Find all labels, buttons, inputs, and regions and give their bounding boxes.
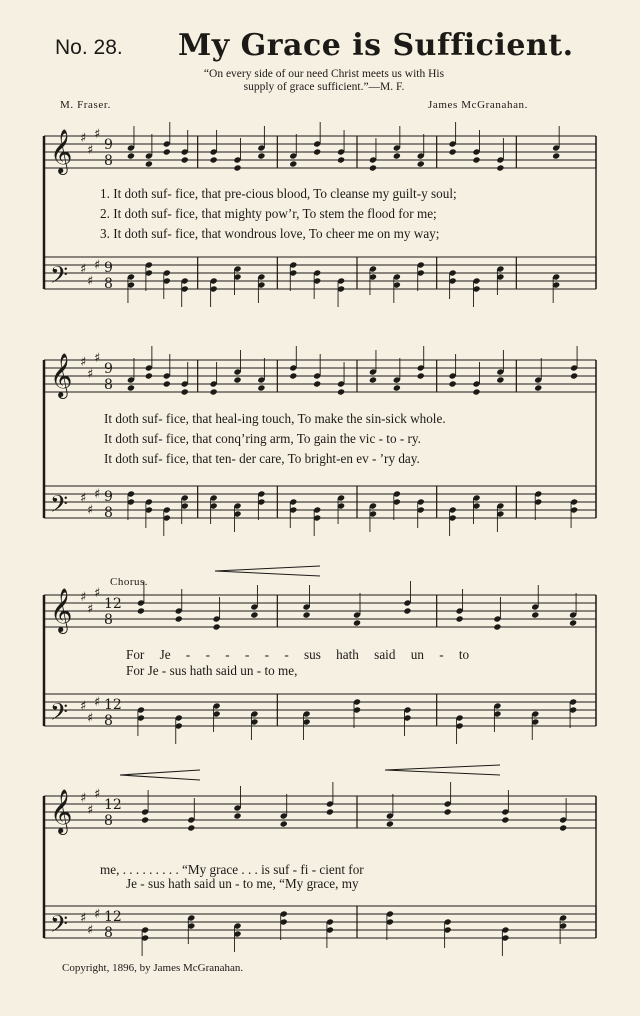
sharp-icon: ♯	[94, 351, 101, 366]
time-signature-bottom: 8	[104, 153, 113, 169]
bass-clef-icon: 𝄢	[50, 910, 69, 943]
crescendo-hairpin	[385, 770, 500, 775]
note-head	[175, 615, 183, 622]
note-head	[449, 148, 457, 155]
treble-clef-icon: 𝄞	[50, 129, 73, 173]
treble-clef-icon: 𝄞	[50, 353, 73, 397]
crescendo-hairpin	[120, 775, 200, 780]
note-head	[313, 148, 321, 155]
time-signature-bottom: 8	[104, 377, 113, 393]
verse2-line1: 2. It doth suf- fice, that mighty pow’r, To stem the flood for me;	[100, 206, 437, 221]
note-head	[163, 148, 171, 155]
note-head	[233, 164, 241, 171]
treble-clef-icon: 𝄞	[50, 789, 73, 833]
chorus-line2-bass-lyric: Je - sus hath said un - to me, “My grace, my	[126, 876, 359, 891]
note-head	[552, 152, 560, 159]
note-head	[369, 164, 377, 171]
time-signature-bottom: 8	[104, 713, 113, 729]
music-credit: James McGranahan.	[428, 99, 528, 111]
sharp-icon: ♯	[94, 907, 101, 922]
sharp-icon: ♯	[87, 803, 94, 818]
sharp-icon: ♯	[80, 355, 87, 370]
note-head	[127, 152, 135, 159]
time-signature-top: 9	[104, 361, 113, 377]
bass-clef-icon: 𝄢	[50, 261, 69, 294]
chorus-line1-treble-lyric: For Je - - - - - - sus hath said un - to	[126, 647, 470, 662]
sharp-icon: ♯	[87, 367, 94, 382]
sharp-icon: ♯	[87, 143, 94, 158]
chorus-label: Chorus.	[110, 576, 149, 588]
time-signature-top: 12	[104, 596, 122, 612]
sharp-icon: ♯	[80, 590, 87, 605]
time-signature-bottom: 8	[104, 925, 113, 941]
time-signature-bottom: 8	[104, 612, 113, 628]
time-signature-bottom: 8	[104, 813, 113, 829]
note-head	[393, 384, 401, 391]
sharp-icon: ♯	[94, 487, 101, 502]
note-head	[493, 623, 501, 630]
note-head	[313, 380, 321, 387]
sharp-icon: ♯	[94, 787, 101, 802]
note-head	[257, 384, 265, 391]
note-head	[496, 164, 504, 171]
note-head	[531, 611, 539, 618]
note-head	[570, 372, 578, 379]
note-head	[289, 372, 297, 379]
crescendo-hairpin	[385, 765, 500, 770]
epigraph-line-2: supply of grace sufficient.”—M. F.	[243, 81, 405, 93]
verse2-line2: It doth suf- fice, that conq’ring arm, To gain the vic - to - ry.	[104, 431, 421, 446]
sharp-icon: ♯	[80, 491, 87, 506]
time-signature-top: 9	[104, 137, 113, 153]
copyright-notice: Copyright, 1896, by James McGranahan.	[62, 962, 244, 974]
sharp-icon: ♯	[80, 262, 87, 277]
note-head	[233, 812, 241, 819]
note-head	[257, 152, 265, 159]
crescendo-hairpin	[215, 571, 320, 576]
note-head	[181, 156, 189, 163]
note-head	[250, 611, 258, 618]
note-head	[145, 160, 153, 167]
time-signature-top: 12	[104, 909, 122, 925]
note-head	[444, 808, 452, 815]
note-head	[501, 816, 509, 823]
note-head	[233, 376, 241, 383]
verse3-line2: It doth suf- fice, that ten- der care, To bright-en ev - ’ry day.	[104, 451, 420, 466]
note-head	[289, 160, 297, 167]
note-head	[369, 376, 377, 383]
sharp-icon: ♯	[80, 699, 87, 714]
note-head	[449, 380, 457, 387]
time-signature-bottom: 8	[104, 505, 113, 521]
time-signature-top: 9	[104, 489, 113, 505]
crescendo-hairpin	[120, 770, 200, 775]
sharp-icon: ♯	[87, 503, 94, 518]
hymn-number: No. 28.	[55, 36, 123, 59]
note-head	[472, 388, 480, 395]
note-head	[417, 160, 425, 167]
note-head	[569, 619, 577, 626]
chorus-line2-treble-lyric: me, . . . . . . . . . “My grace . . . is suf - fi - cient for	[100, 862, 364, 877]
note-head	[181, 388, 189, 395]
note-head	[280, 820, 288, 827]
note-head	[403, 607, 411, 614]
hymn-title: My Grace is Sufficient.	[178, 28, 574, 63]
sharp-icon: ♯	[94, 695, 101, 710]
note-head	[212, 623, 220, 630]
words-credit: M. Fraser.	[60, 99, 111, 111]
sharp-icon: ♯	[80, 911, 87, 926]
note-head	[137, 607, 145, 614]
note-head	[210, 156, 218, 163]
sharp-icon: ♯	[94, 127, 101, 142]
note-head	[326, 808, 334, 815]
epigraph-line-1: “On every side of our need Christ meets us with His	[203, 68, 445, 80]
chorus-line1-bass-lyric: For Je - sus hath said un - to me,	[126, 663, 298, 678]
note-head	[455, 615, 463, 622]
time-signature-top: 12	[104, 797, 122, 813]
note-head	[187, 824, 195, 831]
note-head	[496, 376, 504, 383]
note-head	[210, 388, 218, 395]
sharp-icon: ♯	[94, 258, 101, 273]
bass-clef-icon: 𝄢	[50, 490, 69, 523]
note-head	[393, 152, 401, 159]
note-head	[534, 384, 542, 391]
verse3-line1: 3. It doth suf- fice, that wondrous love, To cheer me on my way;	[100, 226, 440, 241]
note-head	[559, 824, 567, 831]
time-signature-bottom: 8	[104, 276, 113, 292]
note-head	[417, 372, 425, 379]
note-head	[141, 816, 149, 823]
note-head	[337, 156, 345, 163]
sharp-icon: ♯	[87, 274, 94, 289]
note-head	[145, 372, 153, 379]
sharp-icon: ♯	[80, 131, 87, 146]
note-head	[302, 611, 310, 618]
note-head	[163, 380, 171, 387]
sharp-icon: ♯	[87, 602, 94, 617]
bass-clef-icon: 𝄢	[50, 698, 69, 731]
sharp-icon: ♯	[80, 791, 87, 806]
note-head	[386, 820, 394, 827]
note-head	[353, 619, 361, 626]
note-head	[337, 388, 345, 395]
sharp-icon: ♯	[87, 711, 94, 726]
sharp-icon: ♯	[94, 586, 101, 601]
note-head	[127, 384, 135, 391]
time-signature-top: 9	[104, 260, 113, 276]
sharp-icon: ♯	[87, 923, 94, 938]
note-head	[472, 156, 480, 163]
time-signature-top: 12	[104, 697, 122, 713]
treble-clef-icon: 𝄞	[50, 588, 73, 632]
verse1-line1: 1. It doth suf- fice, that pre-cious blood, To cleanse my guilt-y soul;	[100, 186, 457, 201]
verse1-line2: It doth suf- fice, that heal-ing touch, To make the sin-sick whole.	[104, 411, 446, 426]
crescendo-hairpin	[215, 566, 320, 571]
